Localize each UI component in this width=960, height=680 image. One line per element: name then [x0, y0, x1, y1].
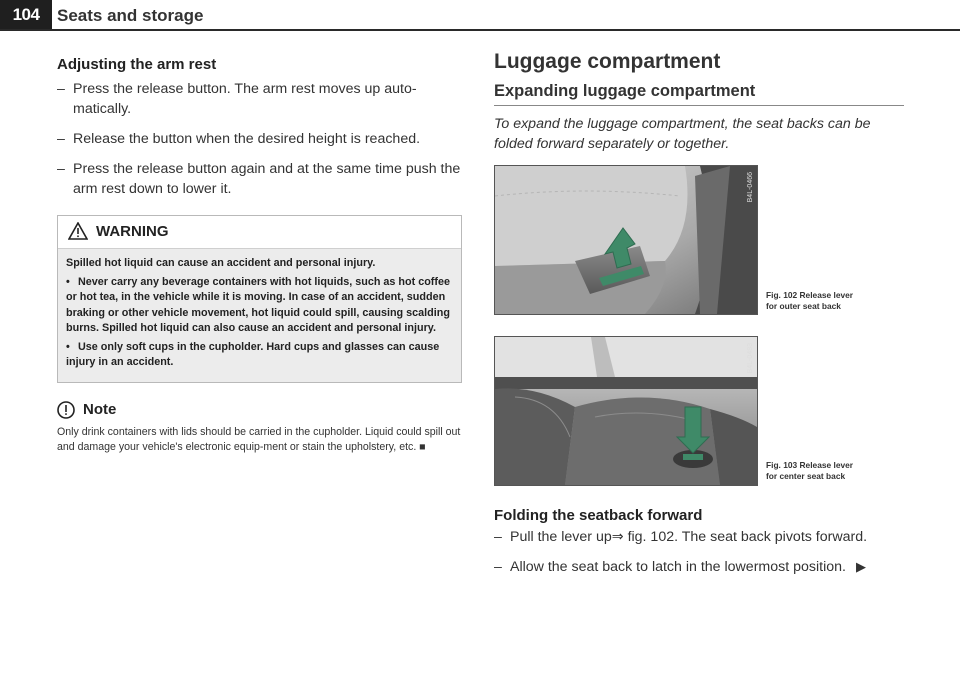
note-title: Note [83, 401, 117, 418]
list-item: – Press the release button again and at the same time push the arm rest down to lower it. [57, 161, 461, 197]
header-rule [0, 29, 960, 31]
continue-arrow-icon: ▶ [855, 559, 866, 574]
warning-bullet: • Never carry any beverage containers with hot liquids, such as hot coffee or hot tea, in the vehicle while it is moving. In case of an accident, sudden braking or other vehicle movement, hot liquid could spill, causing scalding burns. Spilled hot liquid can also cause an accident and personal injury. [66, 275, 451, 334]
figure-102-image [494, 165, 758, 315]
list-item: – Release the button when the desired height is reached. [57, 131, 421, 147]
section-title: Seats and storage [57, 6, 204, 25]
warning-title: WARNING [96, 222, 169, 240]
note-circle-icon [57, 401, 75, 419]
arm-rest-steps [57, 79, 462, 199]
warning-header [58, 216, 461, 249]
list-item: – Press the release button. The arm rest moves up auto-matically. [57, 81, 417, 117]
warning-body [58, 249, 461, 382]
page-number: 104 [0, 0, 52, 30]
figure-103-caption: Fig. 103 Release lever for center seat back [766, 460, 854, 481]
left-column [57, 56, 462, 455]
luggage-title: Luggage compartment [494, 50, 721, 73]
warning-triangle-icon [68, 222, 88, 240]
expanding-subtitle: Expanding luggage compartment [494, 82, 904, 106]
figure-103-code: B4L-0483 [747, 343, 754, 374]
note-text: Only drink containers with lids should be carried in the cupholder. Liquid could spill out and damage your vehicle's electronic equip-ment or stain the upholstery, etc. ■ [57, 425, 461, 453]
warning-lead: Spilled hot liquid can cause an accident and personal injury. [66, 257, 376, 269]
figure-102-caption: Fig. 102 Release lever for outer seat back [766, 290, 854, 311]
warning-bullet: • Use only soft cups in the cupholder. Hard cups and glasses can cause injury in an accident. [66, 340, 440, 368]
note-header [57, 401, 462, 419]
note-section [57, 401, 462, 455]
figure-102-code: B4L-0466 [747, 172, 754, 203]
folding-heading: Folding the seatback forward [494, 507, 703, 524]
arm-rest-heading: Adjusting the arm rest [57, 56, 217, 73]
list-item: – Pull the lever up⇒ fig. 102. The seat back pivots forward. [494, 529, 868, 545]
right-column [494, 50, 904, 154]
intro-text: To expand the luggage compartment, the seat backs can be folded forward separately or together. [494, 116, 871, 152]
figure-103-image [494, 336, 758, 486]
warning-box [57, 215, 462, 383]
list-item: – Allow the seat back to latch in the lowermost position. ▶ [494, 559, 866, 575]
folding-steps [494, 527, 934, 587]
